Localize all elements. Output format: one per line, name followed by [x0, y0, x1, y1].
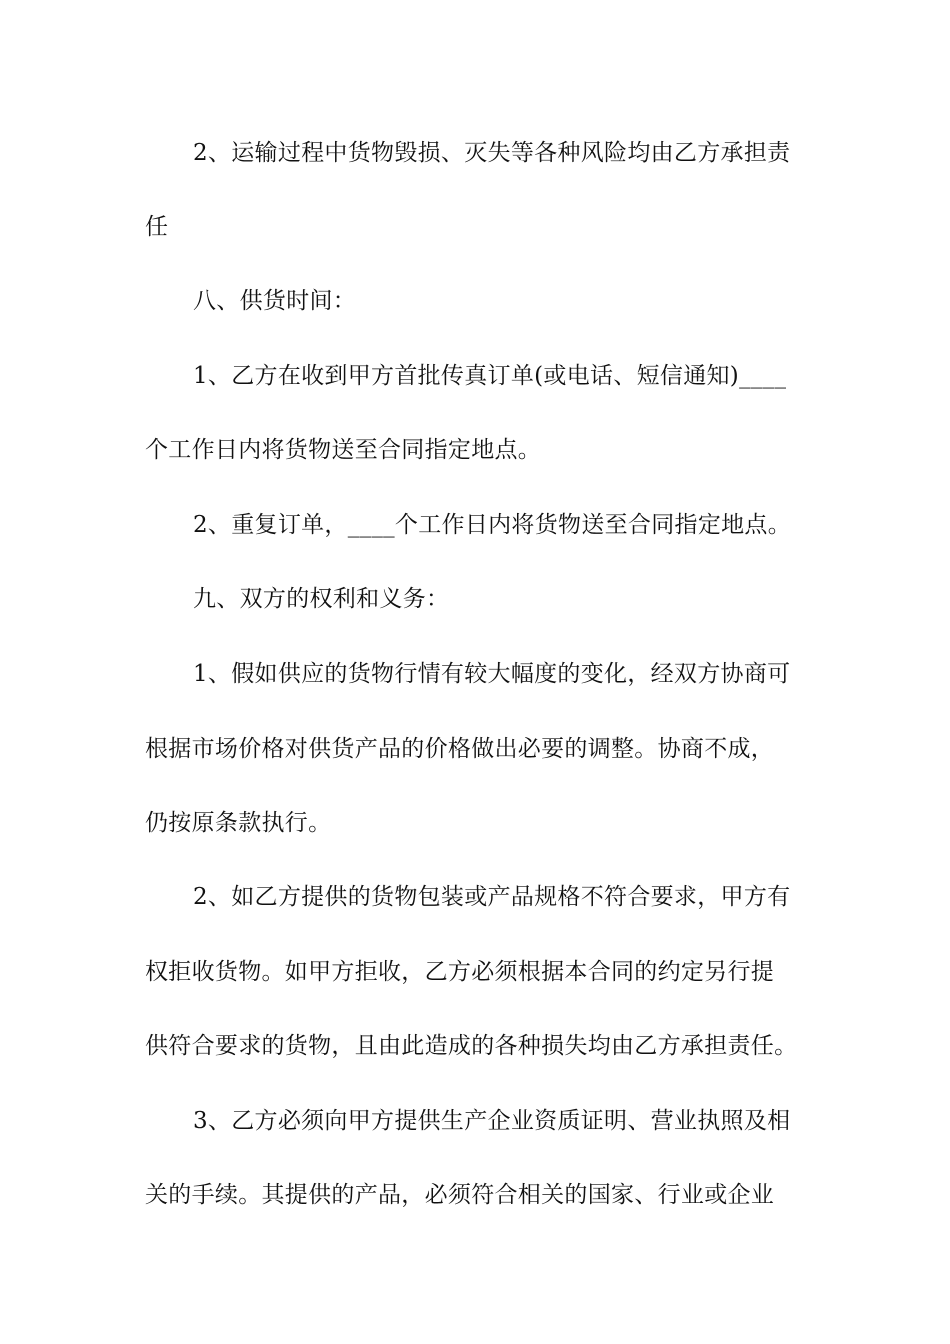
paragraph-line: 供符合要求的货物，且由此造成的各种损失均由乙方承担责任。	[145, 1033, 798, 1059]
paragraph-line: 1、假如供应的货物行情有较大幅度的变化，经双方协商可	[193, 661, 791, 687]
paragraph-line: 3、乙方必须向甲方提供生产企业资质证明、营业执照及相	[193, 1108, 791, 1134]
paragraph-line: 2、运输过程中货物毁损、灭失等各种风险均由乙方承担责	[193, 140, 791, 166]
paragraph-line: 2、如乙方提供的货物包装或产品规格不符合要求，甲方有	[193, 884, 791, 910]
paragraph-line: 关的手续。其提供的产品，必须符合相关的国家、行业或企业	[145, 1182, 775, 1208]
paragraph-line: 任	[145, 214, 169, 240]
section-heading: 九、双方的权利和义务：	[193, 586, 450, 612]
paragraph-line: 仍按原条款执行。	[145, 810, 332, 836]
paragraph-line: 2、重复订单，____个工作日内将货物送至合同指定地点。	[193, 512, 792, 538]
paragraph-line: 权拒收货物。如甲方拒收，乙方必须根据本合同的约定另行提	[145, 959, 775, 985]
paragraph-line: 个工作日内将货物送至合同指定地点。	[145, 437, 542, 463]
paragraph-line: 1、乙方在收到甲方首批传真订单(或电话、短信通知)____	[193, 363, 787, 389]
section-heading: 八、供货时间：	[193, 288, 357, 314]
paragraph-line: 根据市场价格对供货产品的价格做出必要的调整。协商不成，	[145, 736, 775, 762]
